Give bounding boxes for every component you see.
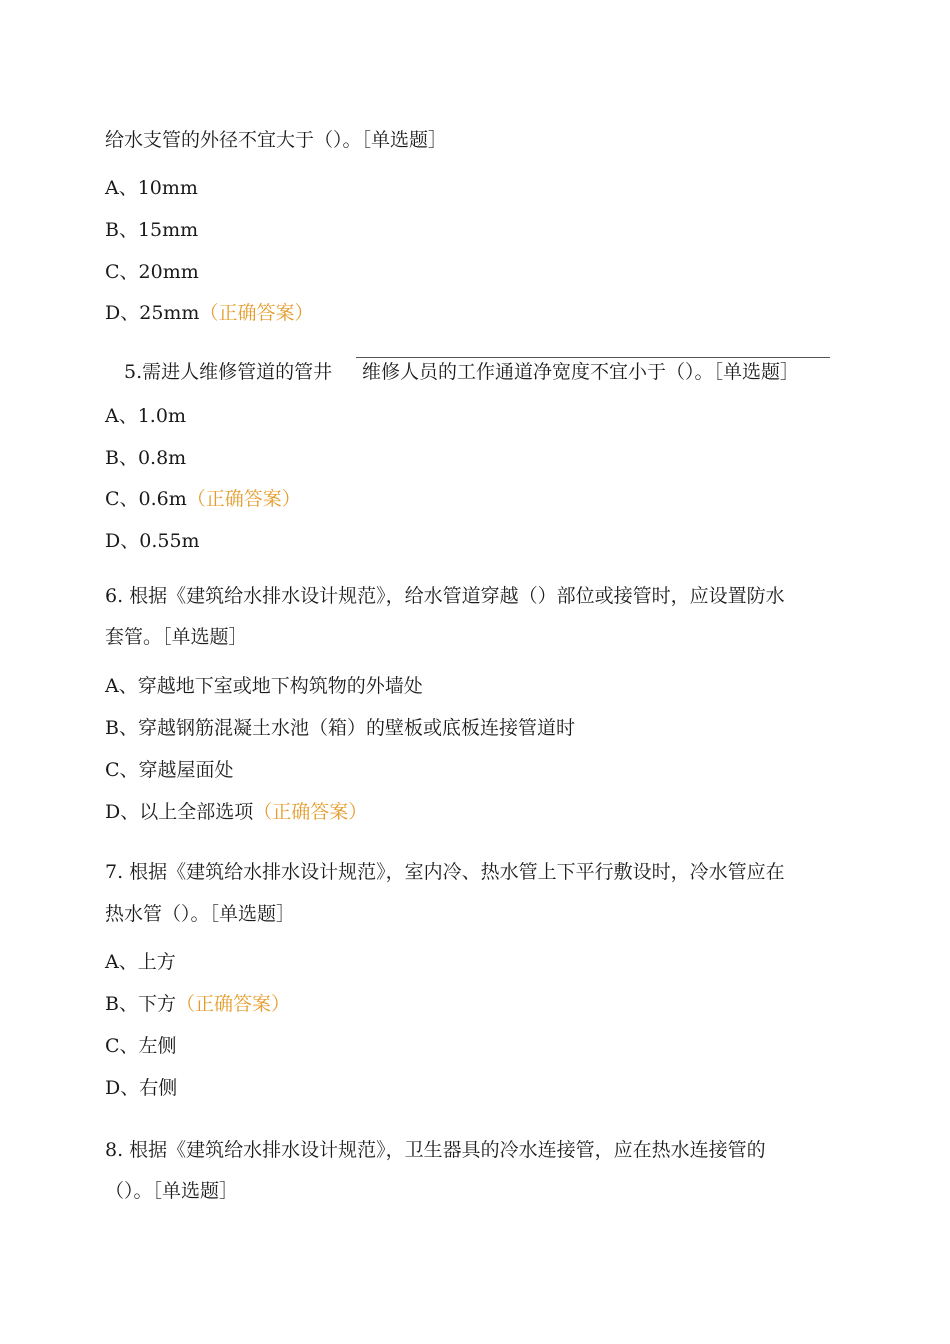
- option-text: C、0.6m: [105, 488, 187, 510]
- q8-stem-line2: （）。［单选题］: [105, 1180, 239, 1202]
- q7-stem-line1: 7. 根据《建筑给水排水设计规范》，室内冷、热水管上下平行敷设时，冷水管应在: [105, 861, 785, 883]
- q7-option-b: [105, 992, 290, 1016]
- q6-option-c: C、穿越屋面处: [105, 759, 234, 781]
- q6-stem-line1: 6. 根据《建筑给水排水设计规范》，给水管道穿越（）部位或接管时，应设置防水: [105, 585, 785, 607]
- q5-stem-right: [362, 360, 817, 394]
- q7-option-d: D、右侧: [105, 1077, 178, 1099]
- q8-stem-line1: 8. 根据《建筑给水排水设计规范》，卫生器具的冷水连接管，应在热水连接管的: [105, 1139, 766, 1161]
- q7-option-c: C、左侧: [105, 1035, 177, 1057]
- option-text: D、以上全部选项: [105, 801, 254, 823]
- q4-option-a: A、10mm: [105, 177, 198, 199]
- correct-answer-marker: （正确答案）: [199, 302, 314, 324]
- q7-option-a: A、上方: [105, 951, 176, 973]
- option-text: D、25mm: [105, 302, 200, 324]
- table-rule: [356, 357, 830, 358]
- q5-stem-right-text: 维修人员的工作通道净宽度不宜小于（）。［单选题］: [362, 361, 800, 383]
- correct-answer-marker: （正确答案）: [253, 801, 368, 823]
- q6-option-d: [105, 800, 367, 824]
- q7-stem-line2: 热水管（）。［单选题］: [105, 903, 296, 925]
- q4-stem: 给水支管的外径不宜大于（）。［单选题］: [105, 129, 448, 151]
- q4-option-c: C、20mm: [105, 261, 199, 283]
- q4-option-d: [105, 301, 313, 325]
- q5-option-d: D、0.55m: [105, 530, 200, 552]
- q6-option-b: B、穿越钢筋混凝土水池（箱）的壁板或底板连接管道时: [105, 717, 575, 739]
- q4-option-b: B、15mm: [105, 219, 199, 241]
- q6-stem-line2: 套管。［单选题］: [105, 626, 248, 648]
- option-text: B、下方: [105, 993, 176, 1015]
- q5-option-a: A、1.0m: [105, 405, 186, 427]
- correct-answer-marker: （正确答案）: [186, 488, 301, 510]
- q6-option-a: A、穿越地下室或地下构筑物的外墙处: [105, 675, 423, 697]
- q5-option-c: [105, 487, 301, 511]
- correct-answer-marker: （正确答案）: [175, 993, 290, 1015]
- q5-stem-left: 5.需进人维修管道的管井: [124, 361, 333, 383]
- q5-option-b: B、0.8m: [105, 447, 187, 469]
